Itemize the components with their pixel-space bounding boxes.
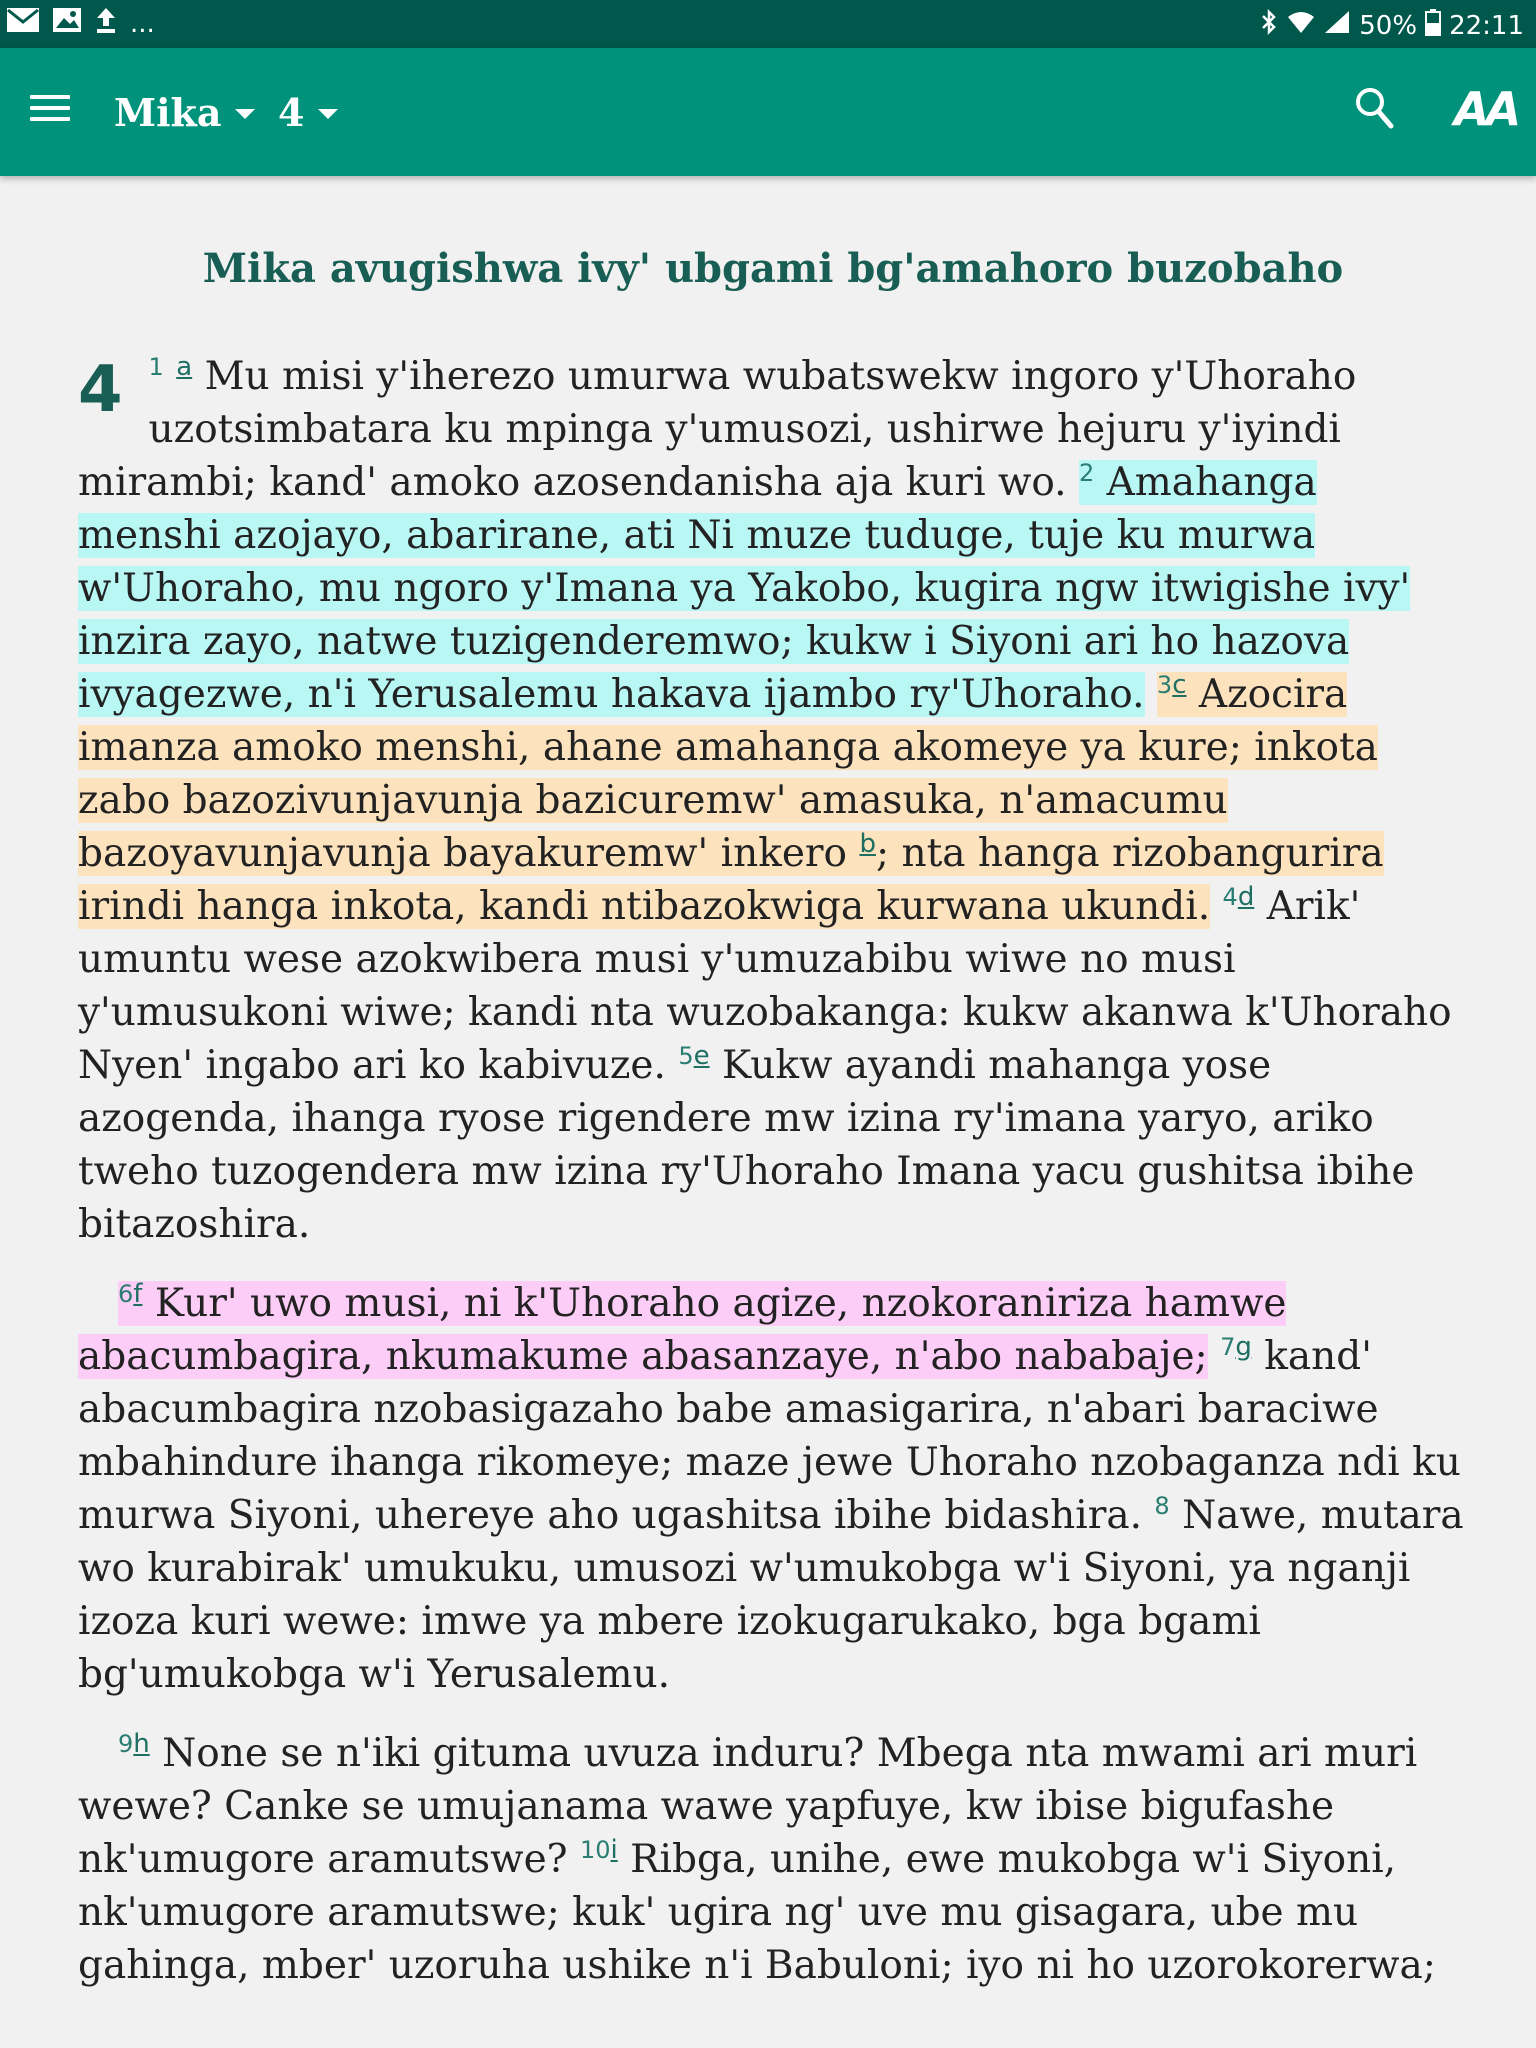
system-icons — [1259, 8, 1524, 43]
more-notifications-text: ... — [130, 8, 155, 39]
verse-text: Kukw ayandi mahanga yose azogenda, ihanga ryose rigendere mw izina ry'imana yaryo, ariko tweho tuzogendera mw izina ry'Uhoraho Imana yacu gushitsa ibihe bitazoshira. — [78, 1043, 1415, 1247]
verse-text: Arik' umuntu wese azokwibera musi y'umuzabibu wiwe no musi y'umusukoni wiwe; kandi nta wuzobakanga: kukw akanwa k'Uhoraho Nyen' ingabo ari ko kabivuze. — [78, 884, 1452, 1088]
verse-number: 7 — [1220, 1333, 1236, 1361]
chapter-selector[interactable] — [278, 84, 338, 140]
battery-percent-text: 50% — [1359, 10, 1418, 41]
verse-number: 6 — [118, 1280, 134, 1308]
upload-icon — [94, 6, 118, 41]
text-size-button[interactable] — [1454, 82, 1517, 136]
chevron-down-icon — [235, 109, 255, 119]
app-bar — [0, 48, 1536, 176]
verse-text: Nawe, mutara wo kurabirak' umukuku, umusozi w'umukobga w'i Siyoni, ya nganji izoza kuri wewe: imwe ya mbere izokugarukako, bga bgami bg'umukobga w'i Yerusalemu. — [78, 1493, 1464, 1697]
paragraph-2 — [78, 1277, 1468, 1701]
mail-icon — [6, 7, 40, 40]
text-size-icon — [1454, 82, 1517, 136]
signal-icon — [1323, 9, 1351, 42]
verse-number: 5 — [678, 1042, 694, 1070]
verse-number: 2 — [1078, 459, 1095, 487]
footnote-link[interactable]: e — [693, 1041, 710, 1071]
footnote-link[interactable]: f — [133, 1279, 143, 1309]
chevron-down-icon — [318, 109, 338, 119]
verse-text: Mu misi y'iherezo umurwa wubatswekw ingoro y'Uhoraho uzotsimbatara ku mpinga y'umusozi, ushirwe hejuru y'iyindi mirambi; kand' amoko azosendanisha aja kuri wo. — [78, 354, 1357, 505]
search-icon[interactable] — [1354, 86, 1394, 130]
footnote-link[interactable]: d — [1237, 882, 1255, 912]
verse-number: 8 — [1154, 1492, 1170, 1520]
chapter-content — [78, 176, 1468, 2018]
footnote-link[interactable]: a — [176, 352, 193, 382]
verse-text: None se n'iki gituma uvuza induru? Mbega nta mwami ari muri wewe? Canke se umujanama wawe yapfuye, kw ibise bigufashe nk'umugore aramutswe? — [78, 1731, 1418, 1882]
bluetooth-icon — [1259, 8, 1279, 43]
battery-icon — [1425, 8, 1441, 43]
image-icon — [52, 7, 82, 40]
footnote-link[interactable]: c — [1172, 670, 1187, 700]
verse-text: Kur' uwo musi, ni k'Uhoraho agize, nzokoraniriza hamwe abacumbagira, nkumakume abasanzaye, n'abo nababaje; — [78, 1281, 1287, 1379]
verse-number: 4 — [1222, 883, 1238, 911]
book-name: Mika — [114, 89, 222, 135]
notification-icons — [6, 6, 155, 41]
verse-number: 10 — [579, 1836, 611, 1864]
footnote-link[interactable]: h — [133, 1729, 150, 1759]
book-selector[interactable] — [114, 84, 255, 140]
chapter-name: 4 — [278, 89, 305, 135]
paragraph-3 — [78, 1727, 1468, 1992]
verse-text: ; nta hanga rizobangurira irindi hanga inkota, kandi ntibazokwiga kurwana ukundi. — [78, 831, 1384, 929]
verse-number: 1 — [148, 353, 164, 381]
verse-number: 9 — [118, 1730, 134, 1758]
status-bar — [0, 0, 1536, 48]
menu-icon[interactable] — [30, 88, 80, 136]
text-size-label: AA — [1454, 82, 1518, 136]
verse-text: kand' abacumbagira nzobasigazaho babe amasigarira, n'abari baraciwe mbahindure ihanga rikomeye; maze jewe Uhoraho nzobaganza ndi ku murwa Siyoni, uhereye aho ugashitsa ibihe bidashira. — [78, 1334, 1461, 1538]
footnote-link[interactable]: i — [610, 1835, 618, 1865]
footnote-link[interactable]: b — [859, 829, 876, 859]
paragraph-1 — [78, 350, 1468, 1251]
verse-text: Ribga, unihe, ewe mukobga w'i Siyoni, nk'umugore aramutswe; kuk' ugira ng' uve mu gisagara, ube mu gahinga, mber' uzoruha ushike n'i Babuloni; iyo ni ho uzorokorerwa; — [78, 1837, 1436, 1988]
clock-text: 22:11 — [1449, 10, 1524, 41]
verse-text: Amahanga menshi azojayo, abarirane, ati Ni muze tuduge, tuje ku murwa w'Uhoraho, mu ngoro y'Imana ya Yakobo, kugira ngw itwigishe ivy' inzira zayo, natwe tuzigenderemwo; kukw i Siyoni ari ho hazova ivyagezwe, n'i Yerusalemu hakava ijambo ry'Uhoraho. — [78, 460, 1411, 717]
chapter-number: 4 — [78, 353, 123, 427]
verse-number: 3 — [1156, 671, 1173, 699]
footnote-link[interactable]: g — [1235, 1332, 1252, 1362]
verse-text: Azocira imanza amoko menshi, ahane amahanga akomeye ya kure; inkota zabo bazozivunjavunja bazicuremw' amasuka, n'amacumu bazoyavunjavunja bayakuremw' inkero — [78, 672, 1378, 876]
section-heading: Mika avugishwa ivy' ubgami bg'amahoro buzobaho — [202, 245, 1344, 292]
highlighted-verse[interactable] — [78, 1281, 1286, 1379]
wifi-icon — [1287, 9, 1315, 42]
